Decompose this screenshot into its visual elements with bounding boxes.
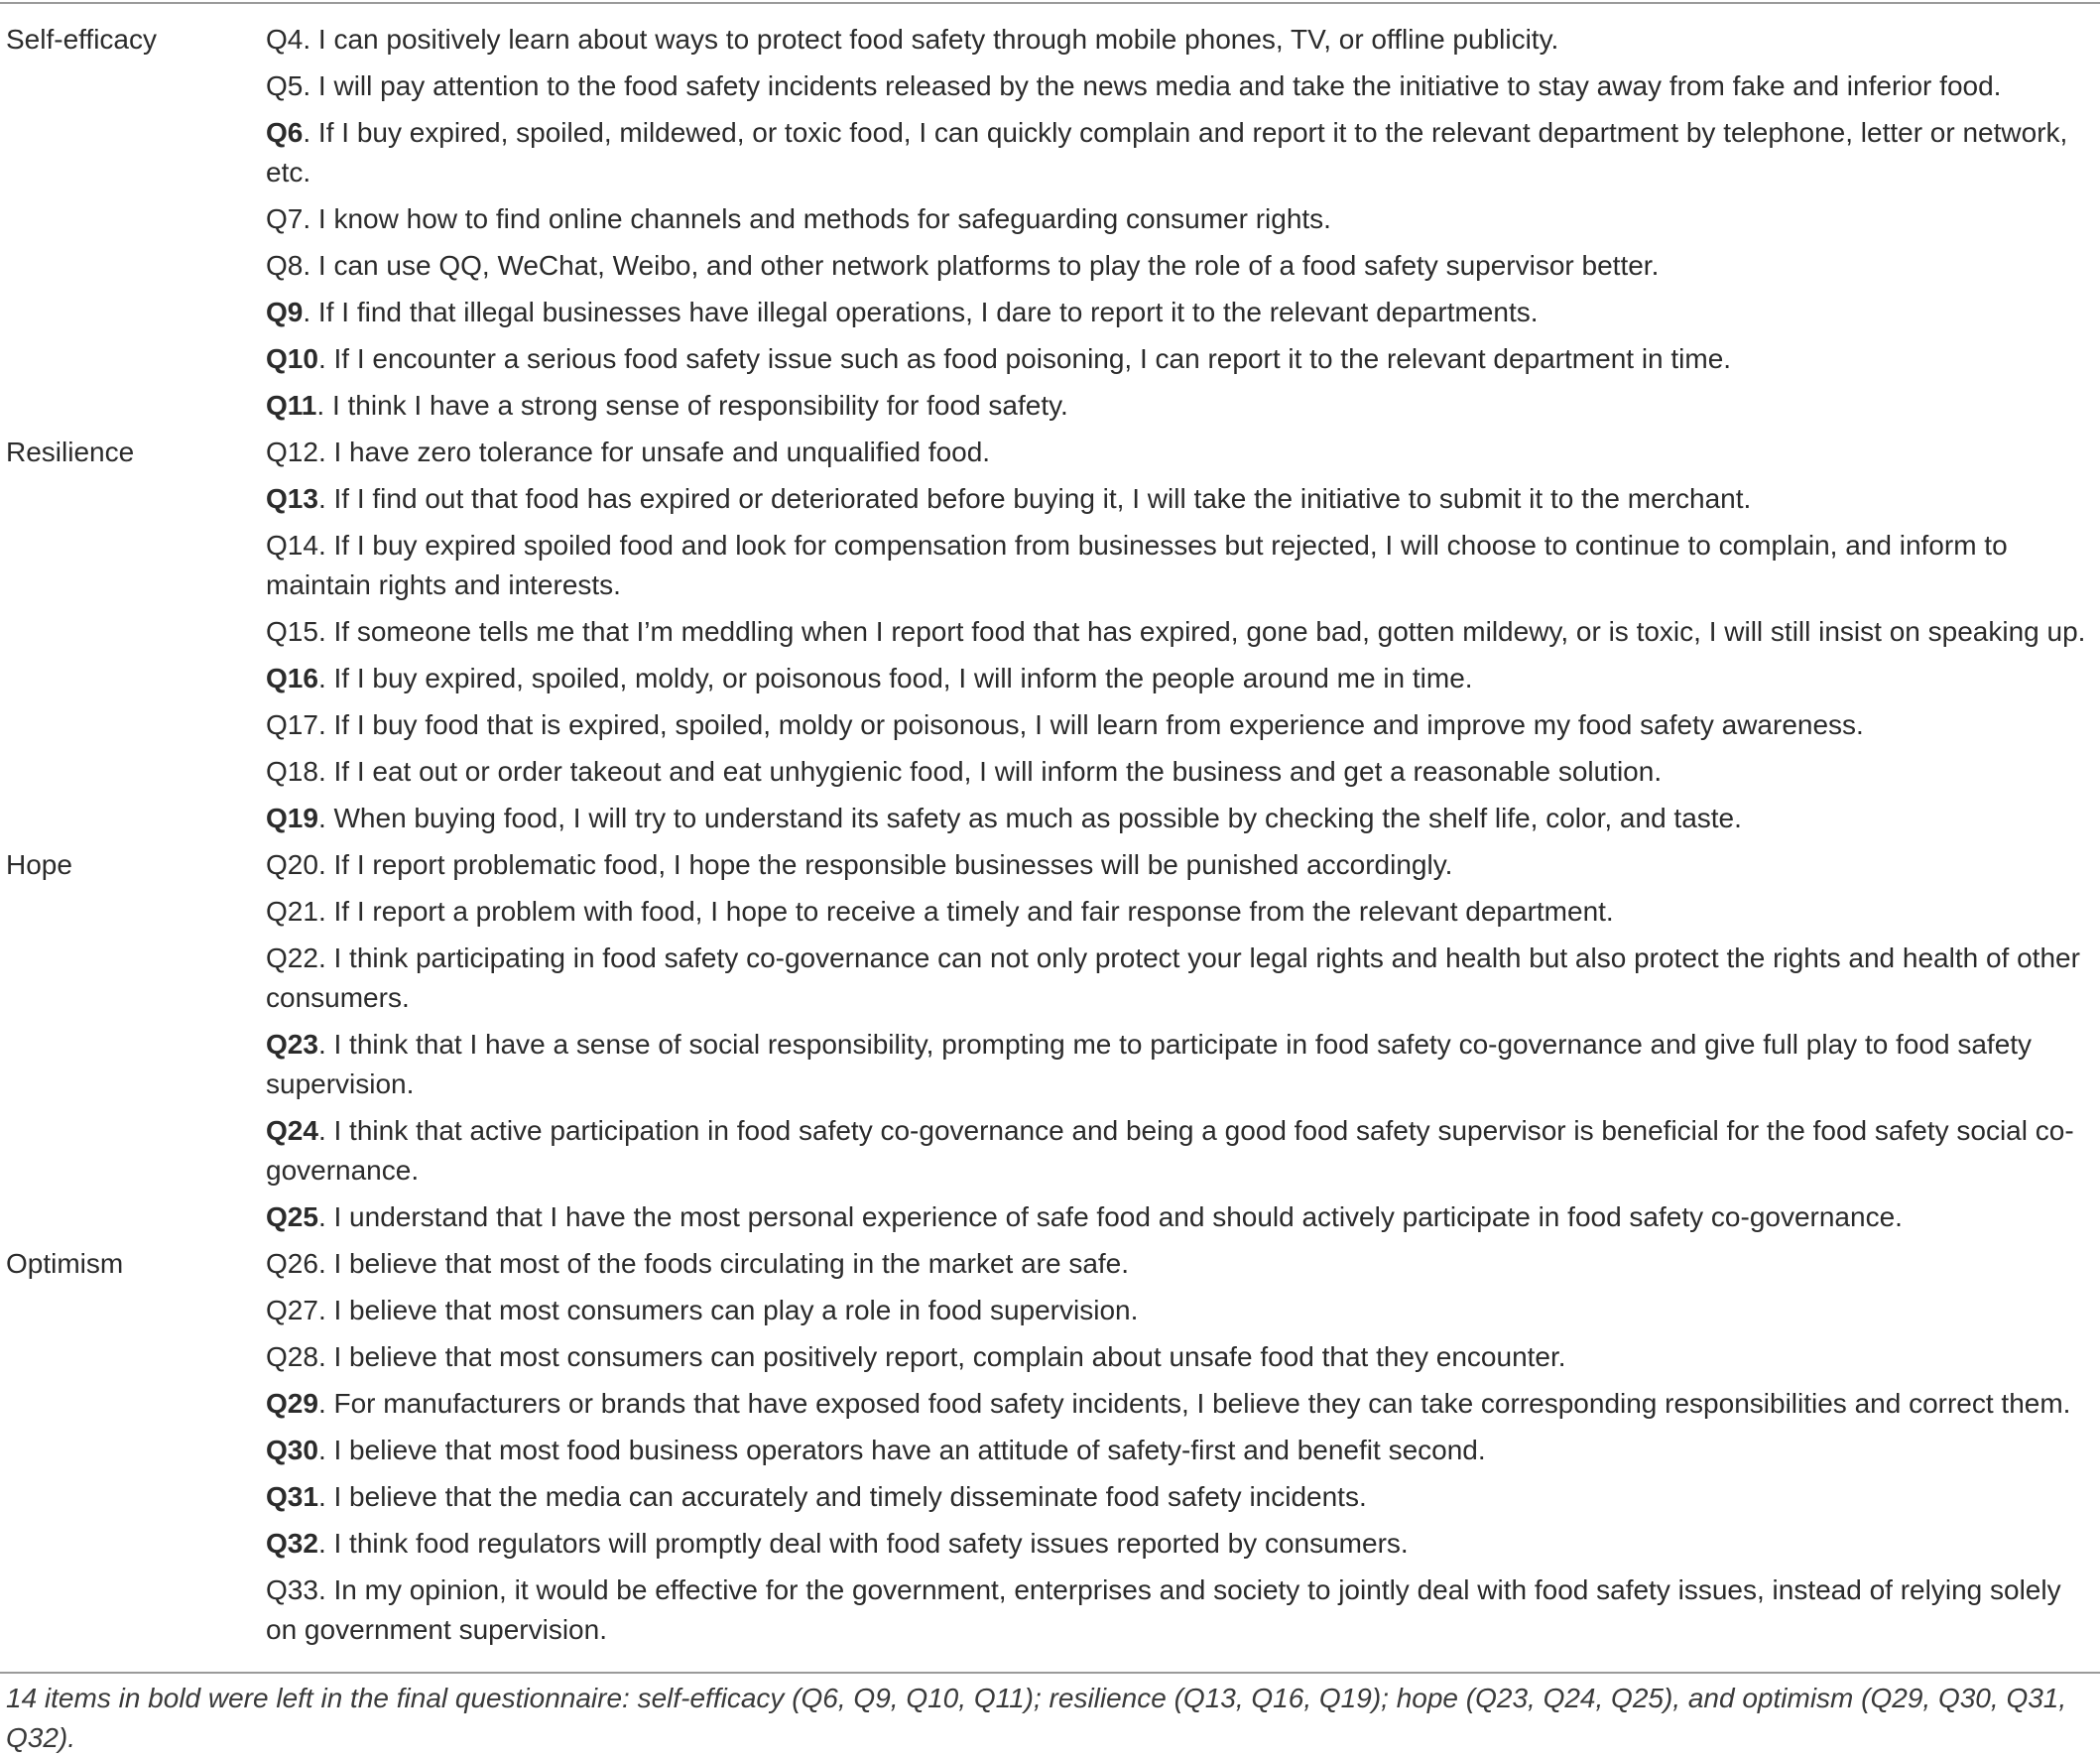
questionnaire-item	[266, 1384, 2096, 1431]
questionnaire-item	[266, 1244, 2096, 1291]
questionnaire-item	[266, 386, 2096, 433]
item-id: Q11	[266, 390, 317, 421]
item-text: . I believe that most consumers can positively report, complain about unsafe food that they encounter.	[317, 1341, 1566, 1372]
questionnaire-item	[266, 705, 2096, 752]
item-id: Q21	[266, 896, 318, 927]
questionnaire-item	[266, 526, 2096, 612]
item-id: Q28	[266, 1341, 318, 1372]
item-id: Q13	[266, 483, 318, 514]
questionnaire-item	[266, 66, 2096, 113]
questionnaire-item	[266, 799, 2096, 845]
item-text: . If I report problematic food, I hope the responsible businesses will be punished accordingly.	[317, 849, 1453, 880]
questionnaire-item	[266, 612, 2096, 659]
item-id: Q10	[266, 343, 318, 374]
item-id: Q25	[266, 1201, 318, 1232]
item-id: Q18	[266, 756, 318, 787]
item-id: Q30	[266, 1435, 318, 1465]
questionnaire-item	[266, 113, 2096, 199]
questionnaire-item	[266, 1111, 2096, 1197]
item-id: Q4	[266, 24, 304, 55]
item-id: Q31	[266, 1481, 318, 1512]
category-section	[0, 845, 2100, 1244]
item-text: . I have zero tolerance for unsafe and unqualified food.	[317, 437, 991, 467]
item-id: Q8	[266, 250, 304, 281]
questionnaire-item	[266, 939, 2096, 1025]
item-id: Q7	[266, 203, 304, 234]
questionnaire-item	[266, 892, 2096, 939]
item-text: . If I report a problem with food, I hope to receive a timely and fair response from the relevant department.	[317, 896, 1614, 927]
questionnaire-item	[266, 433, 2096, 479]
item-text: . I understand that I have the most personal experience of safe food and should actively participate in food safety co-governance.	[317, 1201, 1903, 1232]
category-section	[0, 20, 2100, 433]
item-text: . I believe that most food business operators have an attitude of safety-first and benefit second.	[317, 1435, 1486, 1465]
item-text: . If I buy food that is expired, spoiled, moldy or poisonous, I will learn from experience and improve my food safety awareness.	[317, 709, 1864, 740]
questionnaire-item	[266, 1524, 2096, 1570]
table-footnote: 14 items in bold were left in the final questionnaire: self-efficacy (Q6, Q9, Q10, Q11); resilience (Q13, Q16, Q19); hope (Q23, Q24, Q25), and optimism (Q29, Q30, Q31, Q32).	[6, 1683, 2067, 1753]
item-id: Q9	[266, 297, 304, 327]
item-id: Q24	[266, 1115, 318, 1146]
item-text: . In my opinion, it would be effective for the government, enterprises and society to jointly deal with food safety issues, instead of relying solely on government supervision.	[266, 1574, 2061, 1645]
item-id: Q16	[266, 663, 318, 693]
questionnaire-item	[266, 752, 2096, 799]
item-text: . I know how to find online channels and methods for safeguarding consumer rights.	[303, 203, 1331, 234]
item-text: . If I buy expired, spoiled, mildewed, or toxic food, I can quickly complain and report it to the relevant department by telephone, letter or network, etc.	[266, 117, 2068, 188]
table-top-rule	[0, 2, 2100, 4]
questionnaire-item	[266, 845, 2096, 892]
item-id: Q19	[266, 803, 318, 833]
questionnaire-item	[266, 1337, 2096, 1384]
questionnaire-item	[266, 1431, 2096, 1477]
item-id: Q29	[266, 1388, 318, 1419]
questionnaire-item	[266, 1291, 2096, 1337]
item-id: Q5	[266, 70, 304, 101]
questionnaire-item	[266, 293, 2096, 339]
item-id: Q12	[266, 437, 318, 467]
category-label: Optimism	[6, 1248, 124, 1279]
item-id: Q15	[266, 616, 318, 647]
item-text: . If someone tells me that I’m meddling when I report food that has expired, gone bad, gotten mildewy, or is toxic, I will still insist on speaking up.	[317, 616, 2086, 647]
item-text: . I think participating in food safety co-governance can not only protect your legal rights and health but also protect the rights and health of other consumers.	[266, 942, 2080, 1013]
item-id: Q23	[266, 1029, 318, 1060]
questionnaire-item	[266, 246, 2096, 293]
item-text: . If I buy expired, spoiled, moldy, or poisonous food, I will inform the people around me in time.	[317, 663, 1473, 693]
questionnaire-item	[266, 659, 2096, 705]
category-section	[0, 433, 2100, 845]
category-label: Self-efficacy	[6, 24, 157, 55]
item-text: . If I eat out or order takeout and eat unhygienic food, I will inform the business and get a reasonable solution.	[317, 756, 1663, 787]
item-id: Q17	[266, 709, 318, 740]
table-bottom-rule	[0, 1672, 2100, 1674]
item-text: . If I encounter a serious food safety issue such as food poisoning, I can report it to the relevant department in time.	[317, 343, 1732, 374]
item-text: . I believe that most of the foods circulating in the market are safe.	[317, 1248, 1130, 1279]
item-text: . I can use QQ, WeChat, Weibo, and other network platforms to play the role of a food safety supervisor better.	[303, 250, 1660, 281]
item-text: . I will pay attention to the food safety incidents released by the news media and take the initiative to stay away from fake and inferior food.	[303, 70, 2002, 101]
questionnaire-item	[266, 20, 2096, 66]
item-text: . If I buy expired spoiled food and look for compensation from businesses but rejected, I will choose to continue to complain, and inform to maintain rights and interests.	[266, 530, 2008, 600]
item-id: Q33	[266, 1574, 318, 1605]
item-text: . If I find out that food has expired or deteriorated before buying it, I will take the initiative to submit it to the merchant.	[317, 483, 1752, 514]
item-text: . I think I have a strong sense of responsibility for food safety.	[316, 390, 1068, 421]
item-text: . I believe that most consumers can play a role in food supervision.	[317, 1295, 1139, 1325]
questionnaire-table	[0, 20, 2100, 1657]
item-id: Q32	[266, 1528, 318, 1559]
item-text: . If I find that illegal businesses have illegal operations, I dare to report it to the relevant departments.	[303, 297, 1539, 327]
questionnaire-item	[266, 1477, 2096, 1524]
questionnaire-item	[266, 479, 2096, 526]
item-id: Q27	[266, 1295, 318, 1325]
item-text: . I can positively learn about ways to protect food safety through mobile phones, TV, or offline publicity.	[303, 24, 1559, 55]
item-id: Q26	[266, 1248, 318, 1279]
questionnaire-item	[266, 339, 2096, 386]
item-id: Q22	[266, 942, 318, 973]
questionnaire-item	[266, 1570, 2096, 1657]
questionnaire-item	[266, 199, 2096, 246]
item-id: Q6	[266, 117, 304, 148]
category-label: Resilience	[6, 437, 135, 467]
item-text: . I think that I have a sense of social responsibility, prompting me to participate in food safety co-governance and give full play to food safety supervision.	[266, 1029, 2033, 1099]
item-text: . I think food regulators will promptly deal with food safety issues reported by consumers.	[317, 1528, 1409, 1559]
category-label: Hope	[6, 849, 72, 880]
item-id: Q20	[266, 849, 318, 880]
item-text: . For manufacturers or brands that have exposed food safety incidents, I believe they can take corresponding responsibilities and correct them.	[317, 1388, 2071, 1419]
item-text: . I think that active participation in food safety co-governance and being a good food safety supervisor is beneficial for the food safety social co-governance.	[266, 1115, 2074, 1186]
questionnaire-item	[266, 1197, 2096, 1244]
questionnaire-item	[266, 1025, 2096, 1111]
category-section	[0, 1244, 2100, 1657]
item-text: . I believe that the media can accurately and timely disseminate food safety incidents.	[317, 1481, 1367, 1512]
item-id: Q14	[266, 530, 318, 561]
item-text: . When buying food, I will try to understand its safety as much as possible by checking the shelf life, color, and taste.	[317, 803, 1742, 833]
